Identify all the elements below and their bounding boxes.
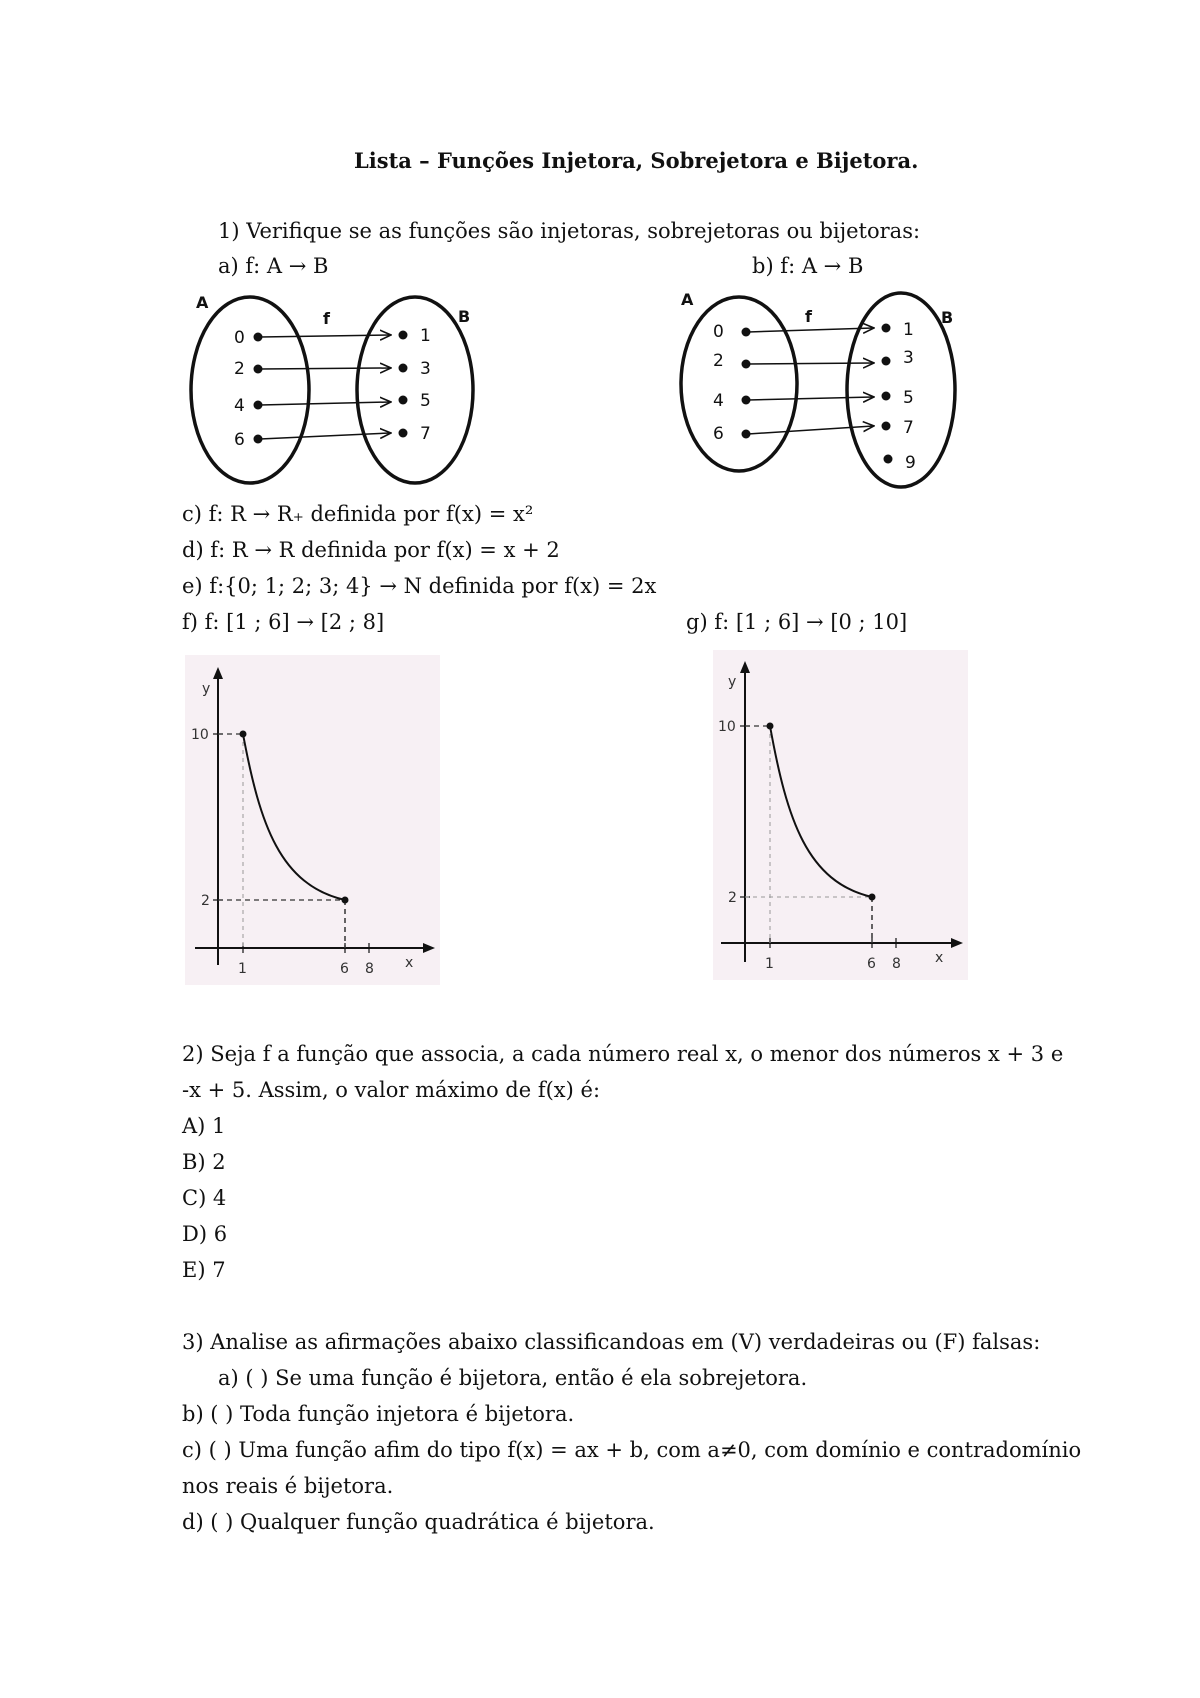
set-a-ellipse (681, 297, 797, 471)
domain-element: 0 (713, 322, 724, 342)
item-b-label: b) f: A → B (752, 254, 864, 278)
page-title: Lista – Funções Injetora, Sobrejetora e Bijetora. (354, 148, 919, 173)
y-tick-label: 2 (728, 890, 737, 906)
statement-a: a) ( ) Se uma função é bijetora, então é ela sobrejetora. (218, 1366, 808, 1390)
codomain-element: 7 (903, 418, 914, 438)
codomain-element: 7 (420, 424, 431, 444)
option-c: C) 4 (182, 1186, 227, 1210)
option-b: B) 2 (182, 1150, 226, 1174)
item-e: e) f:{0; 1; 2; 3; 4} → N definida por f(x) = 2x (182, 574, 657, 598)
codomain-element: 5 (903, 388, 914, 408)
y-tick-label: 10 (191, 727, 209, 743)
question-1-prompt: 1) Verifique se as funções são injetoras, sobrejetoras ou bijetoras: (218, 219, 921, 243)
x-axis-label: x (405, 955, 414, 971)
domain-element: 4 (234, 396, 245, 416)
set-a-label: A (196, 293, 209, 312)
arrow-diagram-b (673, 280, 993, 495)
graph-f (185, 655, 440, 985)
x-axis-label: x (935, 950, 944, 966)
x-tick-label: 8 (365, 961, 374, 977)
codomain-element: 3 (420, 359, 431, 379)
item-d: d) f: R → R definida por f(x) = x + 2 (182, 538, 560, 562)
graph-g (713, 650, 968, 980)
set-b-ellipse (847, 293, 955, 487)
option-a: A) 1 (182, 1114, 226, 1138)
domain-element: 6 (713, 424, 724, 444)
set-b-label: B (941, 308, 954, 327)
item-c: c) f: R → R₊ definida por f(x) = x² (182, 502, 534, 526)
set-b-label: B (458, 307, 471, 326)
x-tick-label: 6 (867, 956, 876, 972)
y-axis-label: y (728, 674, 737, 690)
codomain-element: 9 (905, 453, 916, 473)
question-2-line-1: 2) Seja f a função que associa, a cada número real x, o menor dos números x + 3 e (182, 1042, 1064, 1066)
set-a-label: A (681, 290, 694, 309)
x-tick-label: 6 (340, 961, 349, 977)
item-a-label: a) f: A → B (218, 254, 329, 278)
domain-element: 4 (713, 391, 724, 411)
codomain-element: 3 (903, 348, 914, 368)
statement-b: b) ( ) Toda função injetora é bijetora. (182, 1402, 575, 1426)
y-tick-label: 2 (201, 893, 210, 909)
domain-element: 2 (234, 359, 245, 379)
set-a-ellipse (191, 297, 309, 483)
domain-element: 6 (234, 430, 245, 450)
item-g: g) f: [1 ; 6] → [0 ; 10] (686, 610, 908, 634)
option-d: D) 6 (182, 1222, 228, 1246)
set-b-ellipse (357, 297, 473, 483)
y-tick-label: 10 (718, 719, 736, 735)
domain-element: 0 (234, 328, 245, 348)
function-f-label: f (805, 307, 812, 326)
x-tick-label: 1 (238, 961, 247, 977)
codomain-element: 5 (420, 391, 431, 411)
option-e: E) 7 (182, 1258, 226, 1282)
codomain-element: 1 (903, 320, 914, 340)
domain-element: 2 (713, 351, 724, 371)
x-tick-label: 8 (892, 956, 901, 972)
item-f: f) f: [1 ; 6] → [2 ; 8] (182, 610, 385, 634)
codomain-element: 1 (420, 326, 431, 346)
question-3-prompt: 3) Analise as afirmações abaixo classificandoas em (V) verdadeiras ou (F) falsas: (182, 1330, 1041, 1354)
statement-c-line-1: c) ( ) Uma função afim do tipo f(x) = ax + b, com a≠0, com domínio e contradomínio (182, 1438, 1082, 1462)
question-2-line-2: -x + 5. Assim, o valor máximo de f(x) é: (182, 1078, 601, 1102)
y-axis-label: y (202, 681, 211, 697)
statement-d: d) ( ) Qualquer função quadrática é bijetora. (182, 1510, 655, 1534)
statement-c-line-2: nos reais é bijetora. (182, 1474, 394, 1498)
arrow-diagram-a (180, 280, 500, 495)
function-f-label: f (323, 309, 330, 328)
x-tick-label: 1 (765, 956, 774, 972)
